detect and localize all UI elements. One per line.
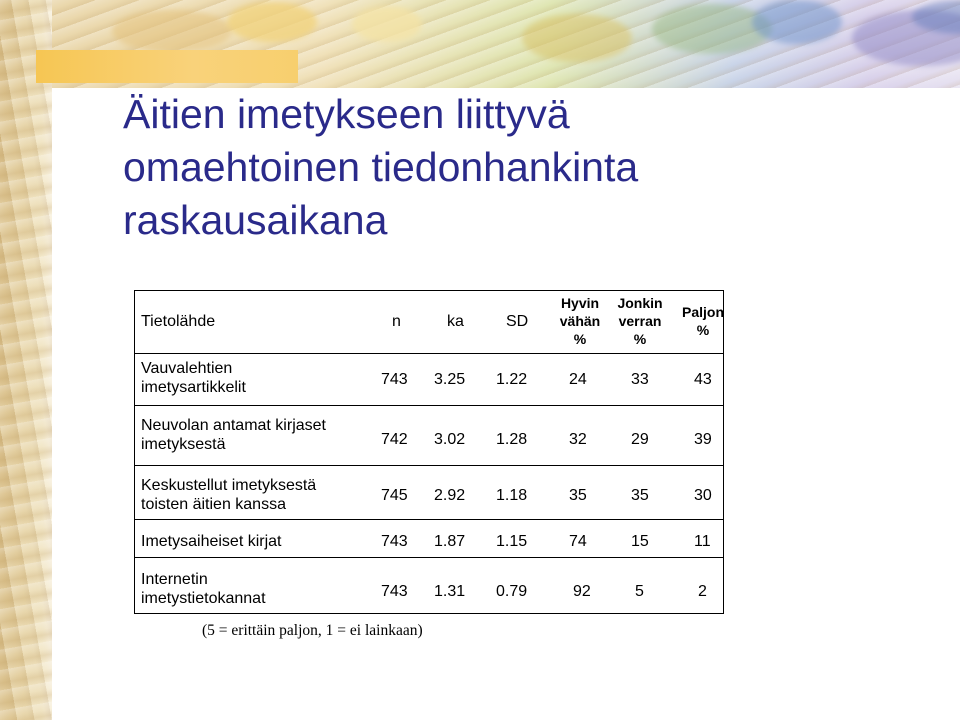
cell-hyvin-vahan: 74 [569,533,587,550]
cell-paljon: 2 [698,583,707,600]
source-line: Imetysaiheiset kirjat [141,533,282,550]
row-source [141,416,326,454]
source-line: imetystietokannat [141,590,266,607]
cell-sd: 1.28 [496,431,528,448]
cell-jonkin-verran: 15 [631,533,649,550]
cell-jonkin-verran: 5 [635,583,644,600]
source-line: imetysartikkelit [141,379,246,396]
row-source [141,359,246,397]
header-ka: ka [447,313,464,330]
cell-paljon: 39 [694,431,712,448]
cell-paljon: 11 [694,533,711,550]
row-source [141,532,282,551]
cell-n: 743 [381,371,408,388]
title-line: omaehtoinen tiedonhankinta [123,144,639,190]
cell-ka: 3.02 [434,431,466,448]
header-n: n [392,313,401,330]
decorative-left-border [0,0,52,720]
table-row [134,354,724,406]
header-paljon [671,303,735,339]
source-line: Vauvalehtien [141,360,233,377]
banner-texture [752,0,842,44]
cell-ka: 2.92 [434,487,466,504]
cell-hyvin-vahan: 35 [569,487,587,504]
cell-ka: 1.31 [434,583,466,600]
table-row [134,520,724,558]
banner-texture [352,6,422,42]
cell-n: 742 [381,431,408,448]
cell-ka: 3.25 [434,371,466,388]
header-jonkin-verran [609,294,671,348]
header-hyvin-vahan [549,294,611,348]
cell-sd: 1.22 [496,371,528,388]
cell-jonkin-verran: 33 [631,371,649,388]
header-source: Tietolähde [141,313,216,330]
cell-n: 743 [381,533,408,550]
table-header [134,290,724,354]
header-line: % [633,331,647,347]
slide-title [123,88,923,247]
source-line: Neuvolan antamat kirjaset [141,417,326,434]
header-line: verran [618,313,662,329]
header-line: vähän [559,313,601,329]
decorative-gold-bar [36,50,298,83]
cell-hyvin-vahan: 32 [569,431,587,448]
table-row [134,558,724,614]
cell-n: 745 [381,487,408,504]
source-line: Internetin [141,571,208,588]
title-line: raskausaikana [123,197,388,243]
title-line: Äitien imetykseen liittyvä [123,91,570,137]
cell-sd: 0.79 [496,583,528,600]
header-line: Jonkin [617,295,663,311]
cell-jonkin-verran: 35 [631,487,649,504]
cell-hyvin-vahan: 24 [569,371,587,388]
header-line: % [696,322,710,338]
table-row [134,466,724,520]
banner-texture [522,14,632,62]
source-line: toisten äitien kanssa [141,496,286,513]
cell-paljon: 43 [694,371,712,388]
cell-n: 743 [381,583,408,600]
cell-jonkin-verran: 29 [631,431,649,448]
source-line: Keskustellut imetyksestä [141,477,317,494]
row-source [141,476,316,514]
header-line: % [573,331,587,347]
cell-paljon: 30 [694,487,712,504]
cell-ka: 1.87 [434,533,466,550]
banner-texture [112,10,232,52]
row-source [141,570,266,608]
cell-sd: 1.15 [496,533,528,550]
header-sd: SD [506,313,529,330]
banner-texture [227,2,317,42]
cell-sd: 1.18 [496,487,528,504]
header-line: Paljon [681,304,724,320]
table-footnote: (5 = erittäin paljon, 1 = ei lainkaan) [202,622,423,639]
source-line: imetyksestä [141,436,226,453]
table-row [134,406,724,466]
header-line: Hyvin [560,295,600,311]
cell-hyvin-vahan: 92 [573,583,591,600]
